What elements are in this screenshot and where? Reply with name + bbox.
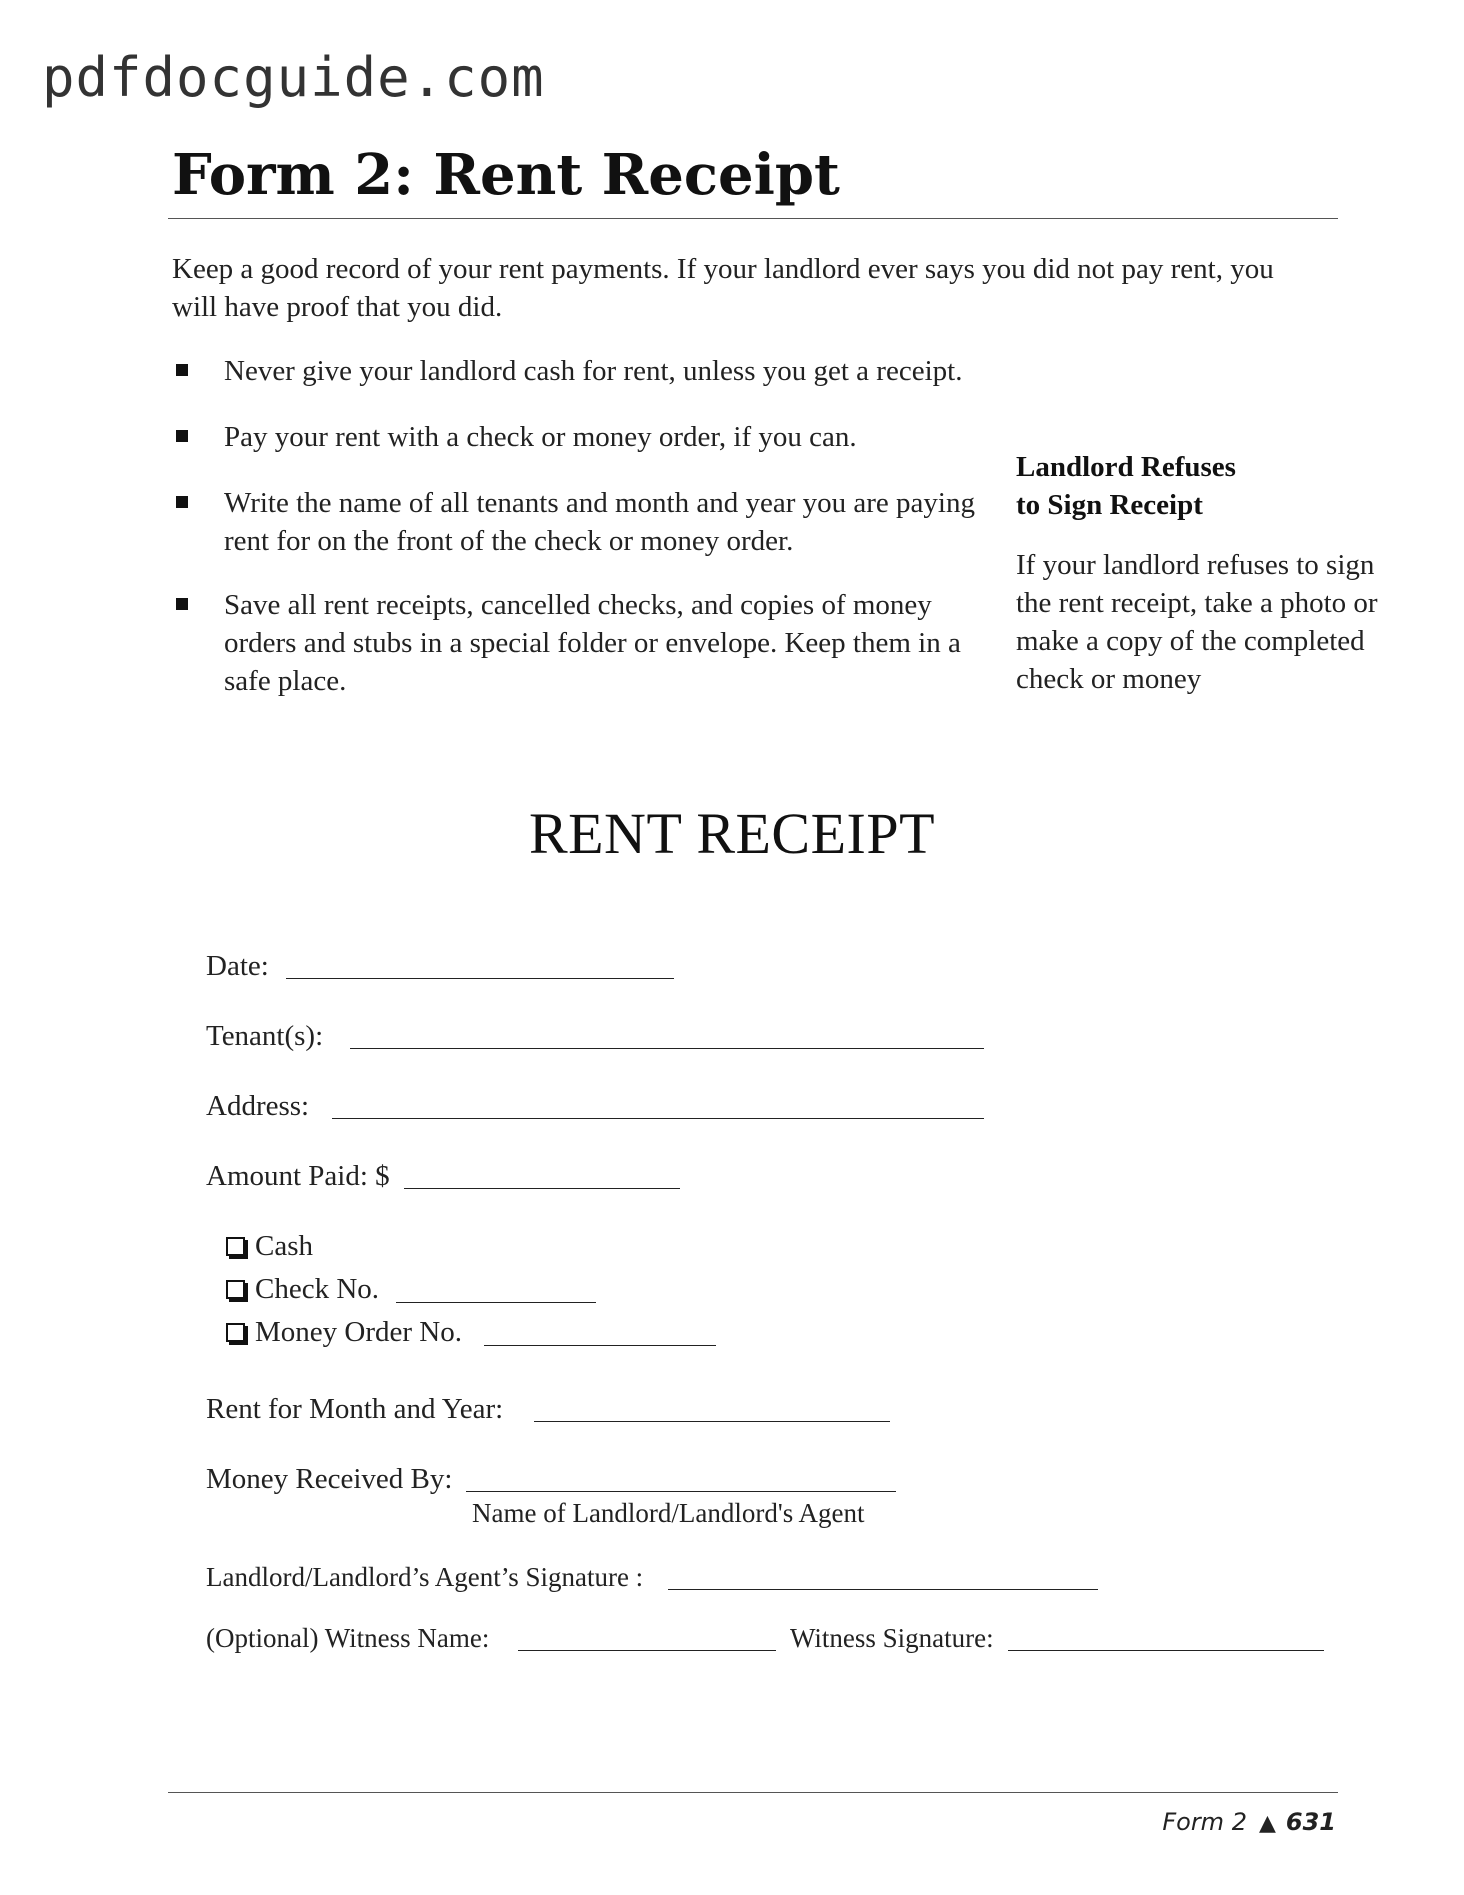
rent-for-label: Rent for Month and Year: — [206, 1393, 504, 1425]
sidebar-title — [1016, 448, 1416, 524]
payment-option-cash[interactable] — [226, 1230, 313, 1263]
date-field[interactable] — [286, 978, 674, 979]
tip-item-save-receipts: Save all rent receipts, cancelled checks, and copies of money orders and stubs in a special folder or envelope. Keep them in a safe place. — [172, 586, 964, 700]
checkbox-cash[interactable] — [226, 1237, 245, 1256]
receipt-heading: RENT RECEIPT — [528, 801, 936, 866]
title-divider — [168, 218, 1338, 219]
footer-divider — [168, 1792, 1338, 1793]
money-order-label: Money Order No. — [255, 1316, 462, 1348]
witness-signature-label: Witness Signature: — [790, 1623, 994, 1653]
check-label: Check No. — [255, 1273, 380, 1305]
tenants-field[interactable] — [350, 1048, 984, 1049]
rent-for-field[interactable] — [534, 1421, 890, 1422]
sidebar-title-line2: to Sign Receipt — [1016, 489, 1203, 521]
amount-field[interactable] — [404, 1188, 680, 1189]
signature-label: Landlord/Landlord’s Agent’s Signature : — [206, 1562, 644, 1592]
tip-item-check-money-order: Pay your rent with a check or money order, if you can. — [172, 418, 992, 456]
tip-item-cash-receipt: Never give your landlord cash for rent, unless you get a receipt. — [172, 352, 1124, 390]
sidebar-title-line1: Landlord Refuses — [1016, 451, 1236, 483]
received-by-label: Money Received By: — [206, 1463, 453, 1495]
witness-name-label: (Optional) Witness Name: — [206, 1623, 490, 1653]
cash-label: Cash — [255, 1230, 313, 1262]
form-title: Form 2: Rent Receipt — [172, 142, 840, 208]
money-order-number-field[interactable] — [484, 1345, 716, 1346]
footer-form-label: Form 2 — [1162, 1808, 1247, 1836]
page-number: 631 — [1285, 1808, 1336, 1836]
address-field[interactable] — [332, 1118, 984, 1119]
sidebar-body: If your landlord refuses to sign the rent receipt, take a photo or make a copy of the completed check or money — [1016, 549, 1378, 695]
witness-signature-field[interactable] — [1008, 1650, 1324, 1651]
tenants-label: Tenant(s): — [206, 1020, 324, 1052]
checkbox-check[interactable] — [226, 1280, 245, 1299]
payment-option-money-order[interactable] — [226, 1316, 462, 1349]
tip-item-write-names: Write the name of all tenants and month and year you are paying rent for on the front of the check or money order. — [172, 484, 992, 560]
amount-label: Amount Paid: $ — [206, 1160, 390, 1192]
received-by-field[interactable] — [466, 1491, 896, 1492]
sidebar-note — [1016, 448, 1416, 698]
site-watermark: pdfdocguide.com — [42, 46, 545, 109]
signature-field[interactable] — [668, 1589, 1098, 1590]
checkbox-money-order[interactable] — [226, 1323, 245, 1342]
intro-paragraph: Keep a good record of your rent payments. If your landlord ever says you did not pay rent, you will have proof that you did. — [172, 253, 1274, 323]
witness-name-field[interactable] — [518, 1650, 776, 1651]
tips-list — [172, 352, 992, 728]
received-by-caption: Name of Landlord/Landlord's Agent — [472, 1498, 865, 1528]
address-label: Address: — [206, 1090, 310, 1122]
date-label: Date: — [206, 950, 269, 982]
page-footer — [1162, 1808, 1336, 1836]
check-number-field[interactable] — [396, 1302, 596, 1303]
payment-option-check[interactable] — [226, 1273, 379, 1306]
triangle-icon: ▲ — [1258, 1811, 1276, 1836]
